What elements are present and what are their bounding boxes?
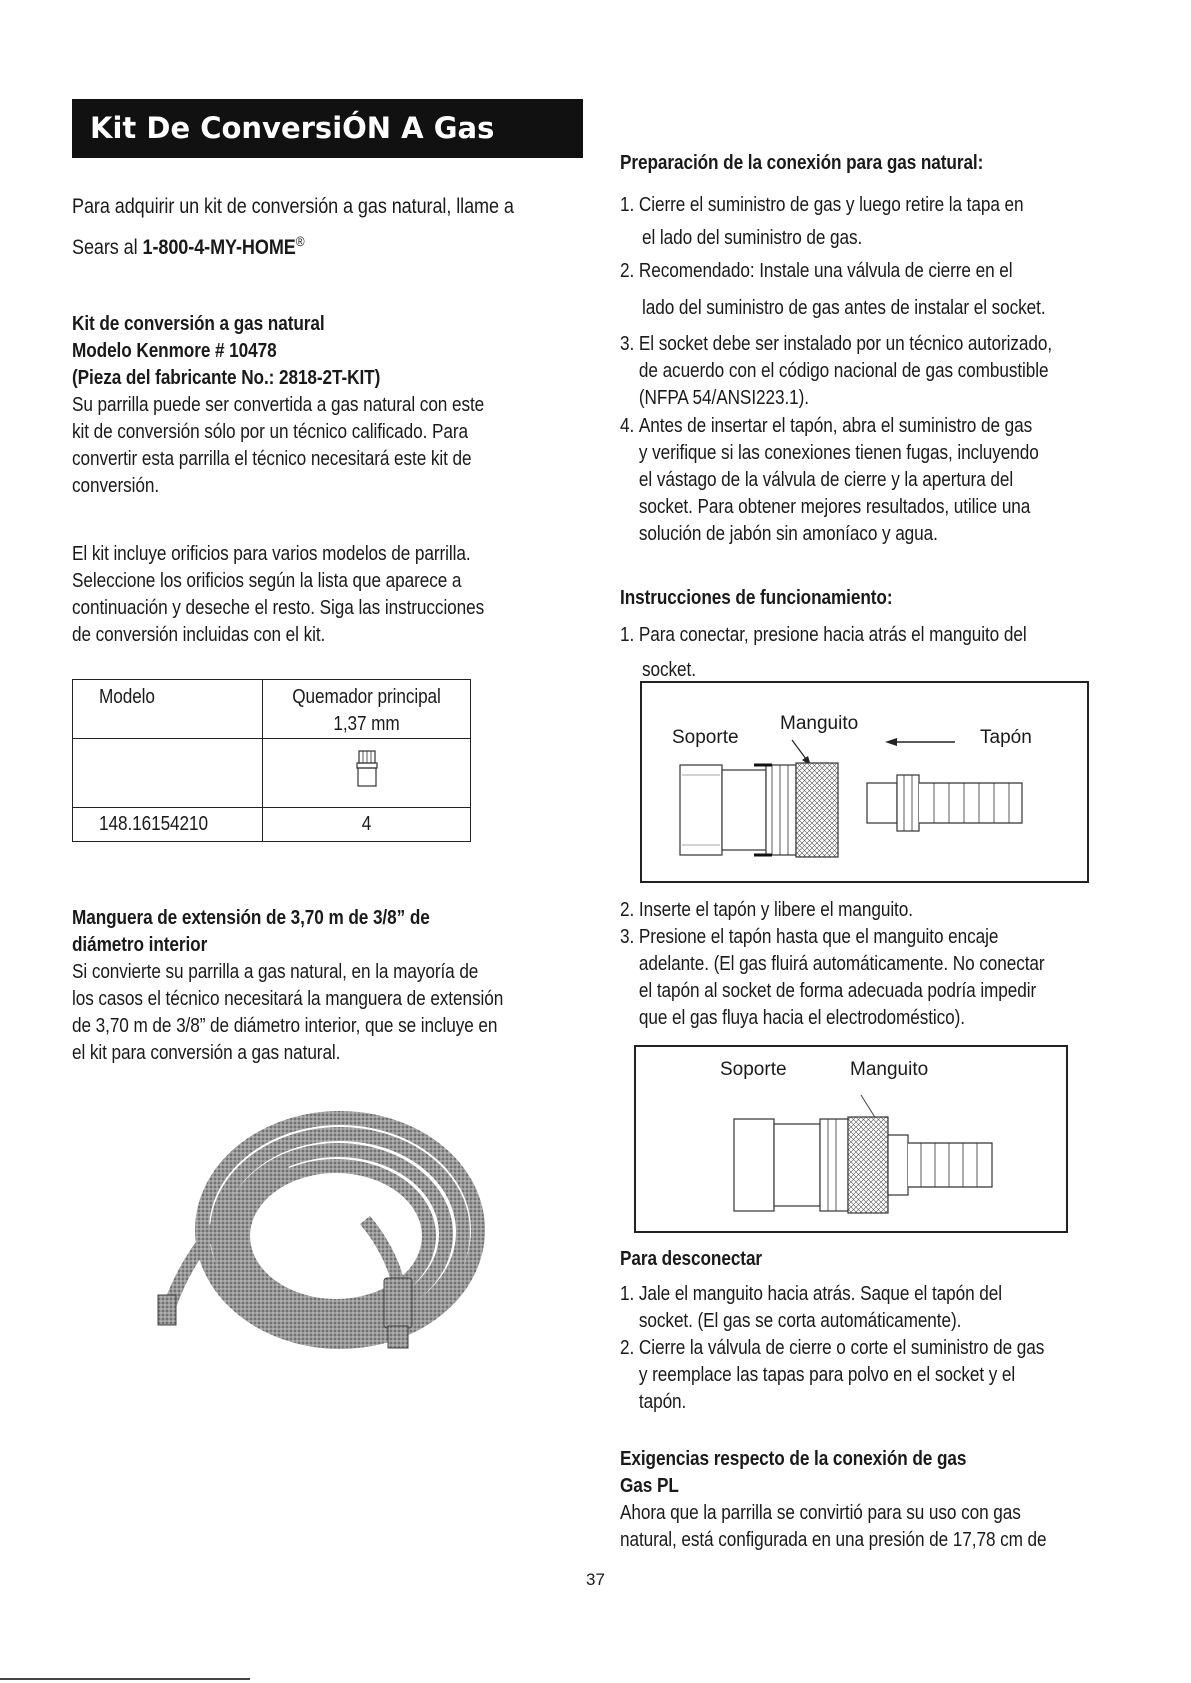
burner-header-line2: 1,37 mm [333,713,400,735]
list-line: Antes de insertar el tapón, abra el suministro de gas [638,415,1033,437]
orifice-count: 4 [361,813,372,835]
hose-body-line: el kit para conversión a gas natural. [72,1042,341,1064]
label-soporte: Soporte [672,727,739,748]
func-item-1-cont [642,657,1158,684]
label-soporte: Soporte [720,1059,787,1080]
list-line: (NFPA 54/ANSI223.1). [638,387,809,409]
list-number: 1. [620,1283,635,1305]
disconnect-heading: Para desconectar [620,1248,763,1270]
list-number: 1. [620,194,635,216]
page-title: Kit De ConversiÓN A Gas Natural [90,111,495,204]
orifice-body-line: Seleccione los orificios según la lista que aparece a [72,570,462,592]
table-icon-row [73,739,471,808]
label-tapon: Tapón [980,727,1032,748]
socket-plug-drawing [642,683,1087,881]
list-line: El socket debe ser instalado por un técnico autorizado, [638,333,1053,355]
connect-diagram [640,681,1089,883]
table-header-row [73,680,471,739]
table-orifice-cell [263,739,471,808]
list-line: de acuerdo con el código nacional de gas combustible [638,360,1049,382]
orifice-section [72,541,571,649]
prep-list-4 [620,413,1136,548]
prep-list-1 [620,190,1136,220]
list-line: y reemplace las tapas para polvo en el socket y el [638,1364,1016,1386]
kit-model-heading: Modelo Kenmore # 10478 [72,340,277,362]
prep-heading: Preparación de la conexión para gas natural: [620,152,984,174]
intro-sears: Sears al [72,236,143,259]
requirements-body-line: Ahora que la parrilla se convirtió para su uso con gas [620,1502,1021,1524]
prep-section [620,150,1136,187]
list-line: el vástago de la válvula de cierre y la apertura del [638,469,1014,491]
list-line: Cierre el suministro de gas y luego retire la tapa en [638,194,1024,216]
list-line: Para conectar, presione hacia atrás el manguito del [638,624,1027,646]
kit-section [72,311,571,500]
gas-pl-heading: Gas PL [620,1475,679,1497]
kit-body-line: Su parrilla puede ser convertida a gas natural con este [72,394,485,416]
kit-body-line: convertir esta parrilla el técnico necesitará este kit de [72,448,472,470]
list-line: Recomendado: Instale una válvula de cierre en el [638,260,1013,282]
intro-paragraph [72,190,571,265]
kit-body-line: conversión. [72,475,160,497]
prep-item-1-cont [642,225,1158,252]
table-row [73,808,471,842]
hose-heading-line1: Manguera de extensión de 3,70 m de 3/8” de [72,907,430,929]
orifice-icon [347,747,387,793]
prep-list-2 [620,258,1136,285]
func-item-1 [620,622,1136,649]
list-line: tapón. [638,1391,687,1413]
hose-body-line: los casos el técnico necesitará la manguera de extensión [72,988,504,1010]
orifice-body-line: El kit incluye orificios para varios modelos de parrilla. [72,543,471,565]
prep-list-3 [620,331,1136,412]
kit-heading: Kit de conversión a gas natural [72,313,325,335]
list-number: 2. [620,899,635,921]
page-number: 37 [586,1570,605,1589]
list-number: 2. [620,260,635,282]
requirements-heading: Exigencias respecto de la conexión de gas [620,1448,967,1470]
list-item [620,190,1136,220]
requirements-section [620,1446,1136,1554]
table-cell-count [263,808,471,842]
func-section [620,585,1136,612]
label-manguito: Manguito [850,1059,929,1080]
orifice-table [72,679,471,842]
func-heading: Instrucciones de funcionamiento: [620,587,893,609]
list-line: adelante. (El gas fluirá automáticamente. No conectar [638,953,1045,975]
label-manguito: Manguito [780,713,859,734]
disconnect-section [620,1246,1136,1416]
hose-body-line: de 3,70 m de 3/8” de diámetro interior, que se incluye en [72,1015,498,1037]
kit-body-line: kit de conversión sólo por un técnico calificado. Para [72,421,468,443]
list-line: el tapón al socket de forma adecuada podría impedir [638,980,1037,1002]
intro-line [72,224,571,265]
list-number: 3. [620,333,635,355]
registered-mark: ® [295,233,305,249]
list-number: 1. [620,624,635,646]
list-line: solución de jabón sin amoníaco y agua. [638,523,938,545]
list-number: 4. [620,415,635,437]
func-list-b [620,897,1136,1032]
prep-item-2-cont [642,295,1158,322]
model-header-text: Modelo [99,686,155,708]
page-title-banner [72,99,583,204]
orifice-body-line: continuación y deseche el resto. Siga las instrucciones [72,597,485,619]
model-number: 148.16154210 [99,813,208,835]
list-number: 3. [620,926,635,948]
connected-diagram [634,1045,1068,1233]
table-header-burner [263,680,471,739]
hose-section [72,905,579,1067]
phone-number: 1-800-4-MY-HOME [142,236,296,259]
list-line: el lado del suministro de gas. [642,227,863,249]
table-cell-model [73,808,263,842]
burner-header-line1: Quemador principal [292,686,441,708]
list-line: Presione el tapón hasta que el manguito encaje [638,926,999,948]
list-line: lado del suministro de gas antes de instalar el socket. [642,297,1046,319]
intro-line: Para adquirir un kit de conversión a gas natural, llame a [72,195,514,218]
list-line: socket. [642,659,696,681]
list-line: socket. (El gas se corta automáticamente). [638,1310,962,1332]
table-header-model [73,680,263,739]
hose-heading-line2: diámetro interior [72,934,208,956]
list-line: Cierre la válvula de cierre o corte el suministro de gas [638,1337,1045,1359]
list-line: Inserte el tapón y libere el manguito. [638,899,913,921]
list-line: socket. Para obtener mejores resultados, utilice una [638,496,1031,518]
orifice-body-line: de conversión incluidas con el kit. [72,624,326,646]
list-line: Jale el manguito hacia atrás. Saque el tapón del [638,1283,1002,1305]
list-line: y verifique si las conexiones tienen fugas, incluyendo [638,442,1039,464]
hose-coil-image [150,1110,490,1360]
connected-coupling-drawing [636,1047,1066,1231]
list-line: que el gas fluya hacia el electrodoméstico). [638,1007,965,1029]
table-empty-cell [73,739,263,808]
footer-rule [0,1678,250,1680]
requirements-body-line: natural, está configurada en una presión de 17,78 cm de [620,1529,1047,1551]
hose-body-line: Si convierte su parrilla a gas natural, en la mayoría de [72,961,479,983]
list-number: 2. [620,1337,635,1359]
kit-part-heading: (Pieza del fabricante No.: 2818-2T-KIT) [72,367,381,389]
